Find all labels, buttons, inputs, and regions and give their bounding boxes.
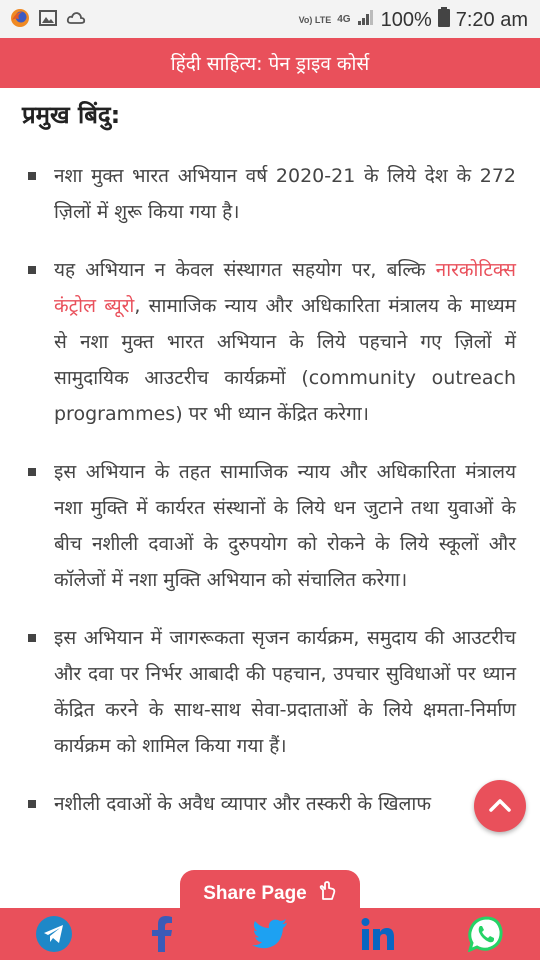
volte-indicator: Vo) LTE	[298, 14, 332, 25]
narcotics-control-bureau-link[interactable]: नारकोटिक्स कंट्रोल ब्यूरो	[54, 259, 516, 317]
bullet-icon	[28, 266, 36, 274]
bullet-icon	[28, 172, 36, 180]
telegram-icon[interactable]	[34, 914, 74, 954]
share-bar	[0, 908, 540, 960]
bullet-icon	[28, 634, 36, 642]
list-item-text-pre: यह अभियान न केवल संस्थागत सहयोग पर, बल्कि	[54, 259, 436, 281]
battery-icon	[438, 7, 450, 33]
twitter-icon[interactable]	[250, 914, 290, 954]
hand-pointer-icon	[317, 881, 337, 907]
list-item-text: नशीली दवाओं के अवैध व्यापार और तस्करी के खिलाफ	[54, 793, 431, 815]
header-title[interactable]: हिंदी साहित्य: पेन ड्राइव कोर्स	[170, 53, 370, 75]
image-icon	[38, 8, 58, 28]
network-type: 4G	[337, 14, 351, 25]
whatsapp-icon[interactable]	[466, 914, 506, 954]
page-header[interactable]	[0, 38, 540, 88]
facebook-icon[interactable]	[142, 914, 182, 954]
scroll-to-top-button[interactable]	[474, 780, 526, 832]
list-item-text: इस अभियान के तहत सामाजिक न्याय और अधिकारिता मंत्रालय नशा मुक्ति में कार्यरत संस्थानों के लिये धन जुटाने तथा युवाओं के बीच नशीली दवाओं के दुरुपयोग को रोकने के लिये स्कूलों और कॉलेजों में नशा मुक्ति अभियान को संचालित करेगा।	[54, 461, 516, 591]
status-bar	[0, 0, 540, 38]
list-item-text: नशा मुक्त भारत अभियान वर्ष 2020-21 के लिये देश के 272 ज़िलों में शुरू किया गया है।	[54, 165, 516, 223]
bullet-icon	[28, 800, 36, 808]
bullet-icon	[28, 468, 36, 476]
list-item-text: इस अभियान में जागरूकता सृजन कार्यक्रम, समुदाय की आउटरीच और दवा पर निर्भर आबादी की पहचान, उपचार सुविधाओं पर ध्यान केंद्रित करने के साथ-साथ सेवा-प्रदाताओं के लिये क्षमता-निर्माण कार्यक्रम को शामिल किया गया हैं।	[54, 627, 516, 757]
cloud-icon	[66, 8, 86, 28]
list-item	[0, 786, 540, 822]
clock: 7:20 am	[455, 8, 528, 31]
section-heading: प्रमुख बिंदु:	[22, 101, 121, 129]
bullet-list	[0, 158, 540, 844]
firefox-icon	[10, 8, 30, 28]
chevron-up-icon	[489, 797, 511, 816]
signal-icon	[357, 8, 375, 32]
article-content	[0, 88, 540, 910]
share-page-label: Share Page	[203, 883, 307, 904]
list-item	[0, 620, 540, 764]
list-item-text-post: , सामाजिक न्याय और अधिकारिता मंत्रालय के माध्यम से नशा मुक्त भारत अभियान के लिये पहचाने गए ज़िलों में सामुदायिक आउटरीच कार्यक्रमों (community outreach programmes) पर भी ध्यान केंद्रित करेगा।	[54, 295, 516, 425]
linkedin-icon[interactable]	[358, 914, 398, 954]
list-item	[0, 158, 540, 230]
list-item	[0, 454, 540, 598]
battery-level: 100%	[380, 8, 432, 31]
list-item	[0, 252, 540, 432]
